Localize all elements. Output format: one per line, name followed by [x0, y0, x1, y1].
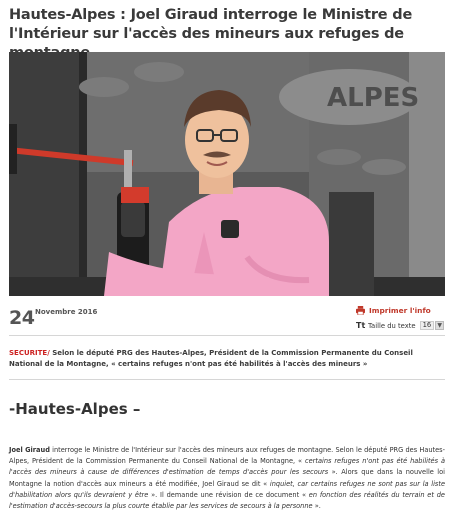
section-title: -Hautes-Alpes – [9, 400, 141, 418]
text-size-icon: Tt [356, 321, 366, 330]
article-photo [9, 52, 445, 296]
photo-illustration [9, 52, 445, 296]
body-quote-2: inquiet, car certains refuges ne sont pas sur la liste d'habilitation alors qu'ils devraient y être [9, 479, 446, 499]
article-lede [9, 348, 445, 370]
lede-text: Selon le député PRG des Hautes-Alpes, Président de la Commission Permanente du Conseil National de la Montagne, « certains refuges n'ont pas été habilités à l'accès des mineurs » [9, 349, 413, 368]
date-day: 24 [9, 307, 35, 329]
print-label: Imprimer l'info [369, 306, 431, 315]
body-quote-3: en fonction des réalités du terrain et de l'estimation d'accès-secours la plus courte établie par les services de secours à la personne [9, 490, 445, 511]
text-size-value[interactable]: 16 [420, 321, 435, 330]
article-headline: Hautes-Alpes : Joel Giraud interroge le Ministre de l'Intérieur sur l'accès des mineurs aux refuges de [9, 7, 413, 42]
date-month-year: Novembre 2016 [35, 308, 98, 316]
article-body [9, 445, 445, 512]
body-part-2: ». Alors que dans la nouvelle loi Montagne la notion d'accès aux mineurs a été modifiée, Joel Giraud se dit « [9, 468, 445, 488]
print-icon [356, 306, 365, 315]
lede-kicker: SECURITE/ [9, 349, 50, 357]
chevron-down-icon[interactable]: ▼ [435, 321, 444, 330]
wall-sign-text: ALPES [327, 83, 420, 113]
body-part-4: ». [312, 502, 321, 511]
body-name: Joel Giraud [9, 446, 50, 454]
article-tools [356, 305, 448, 331]
print-button[interactable] [356, 305, 448, 316]
body-part-1: interroge le Ministre de l'Intérieur sur l'accès des mineurs aux refuges de montagne. Selon le député PRG des Hautes-Alpes, Président de la Commission Permanente du Conseil National de la Montagne, « [9, 446, 445, 466]
text-size-control [356, 320, 448, 331]
body-quote-1: certains refuges n'ont pas été habilités à l'accès des mineurs à cause de différences d'estimation de temps d'accès pour les secours [9, 457, 446, 477]
text-size-label: Taille du texte [368, 321, 416, 330]
body-part-3: ». Il demande une révision de ce document « [148, 490, 309, 499]
divider [9, 335, 445, 336]
divider [9, 379, 445, 380]
